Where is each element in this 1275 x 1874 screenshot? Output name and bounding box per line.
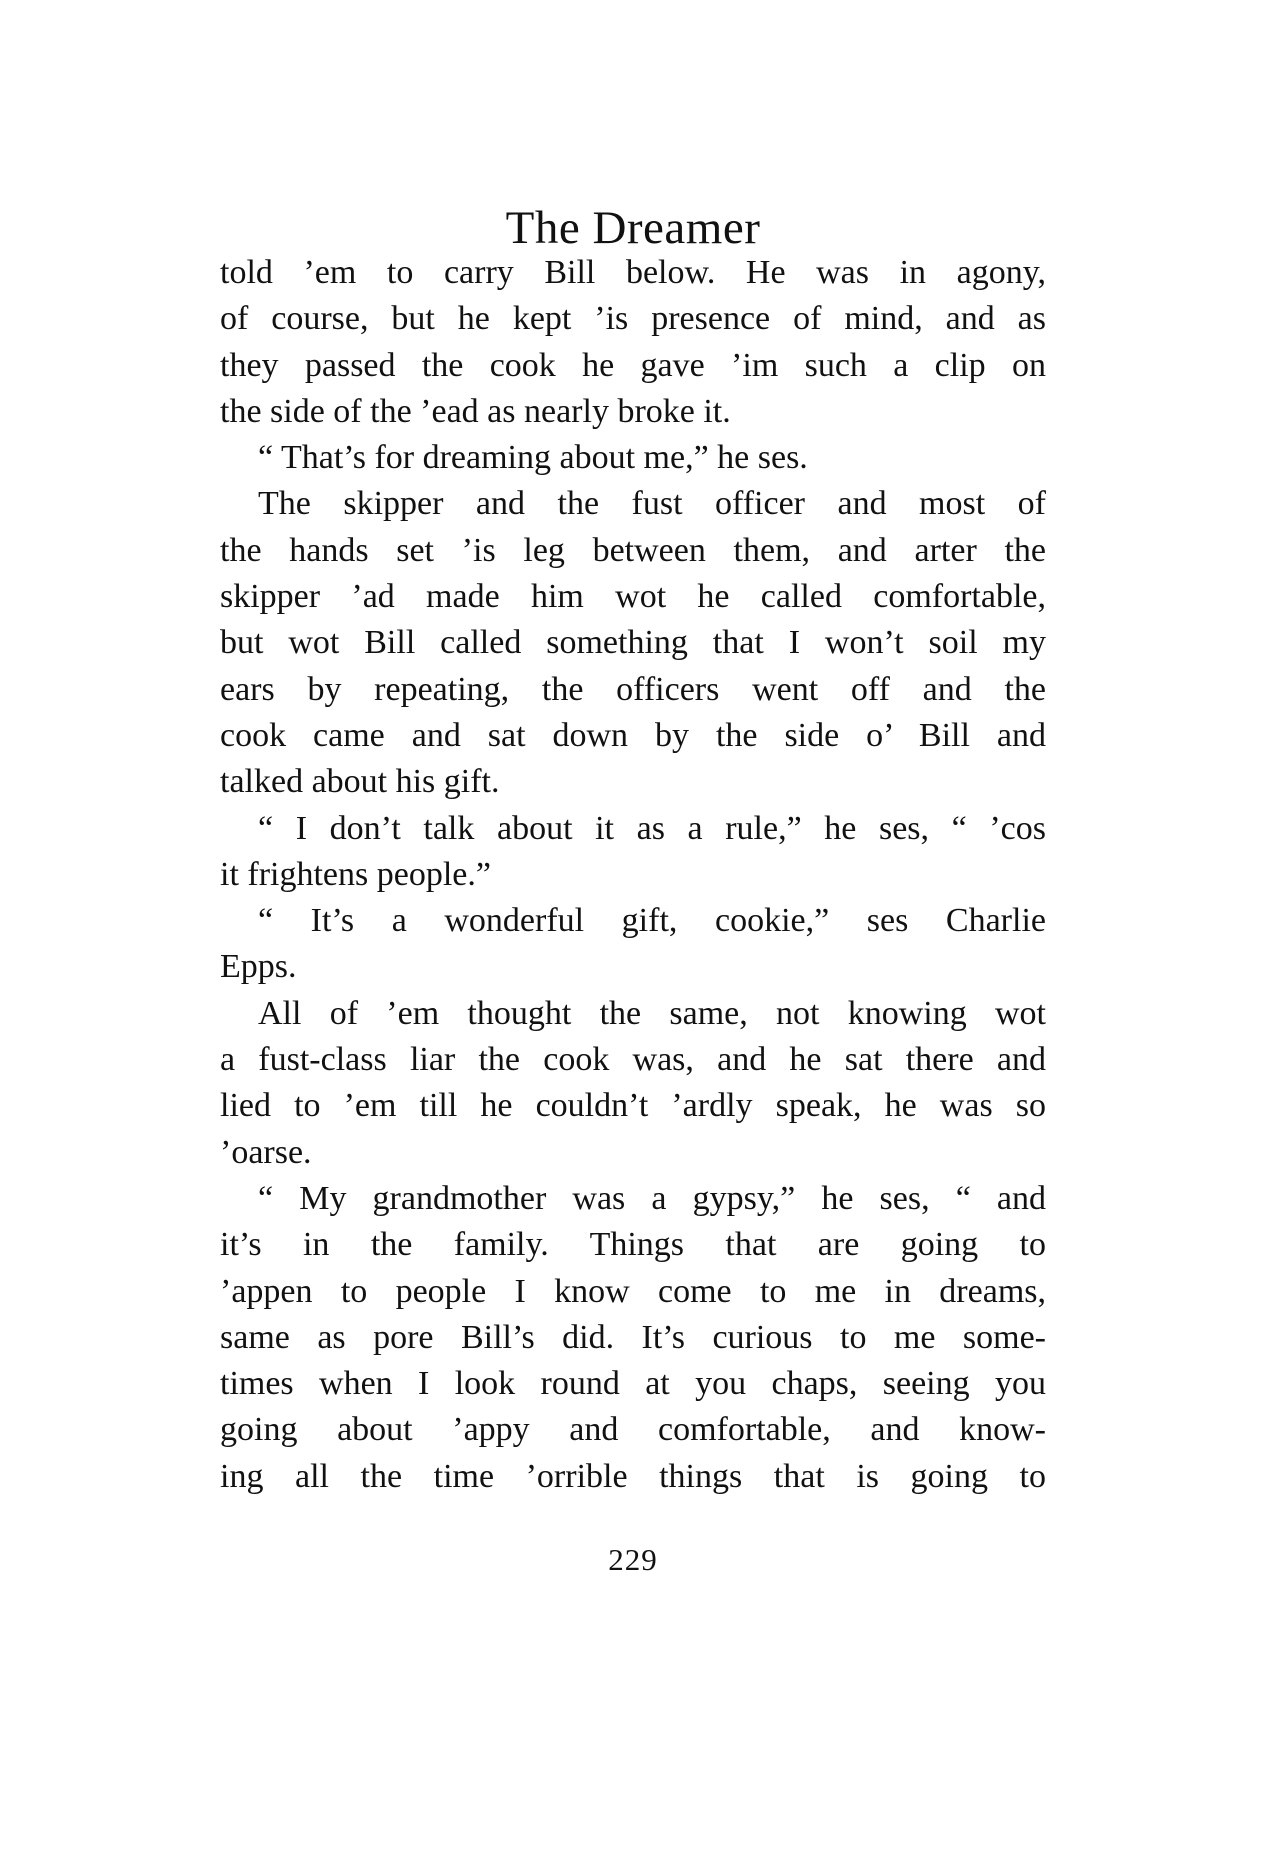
text-line: of course, but he kept ’is presence of mind, and as [220, 300, 1046, 338]
text-line: talked about his gift. [220, 763, 500, 801]
text-line: The skipper and the fust officer and most of [258, 485, 1046, 523]
text-line: cook came and sat down by the side o’ Bill and [220, 716, 1046, 754]
text-line: “ I don’t talk about it as a rule,” he ses, “ ’cos [258, 809, 1046, 847]
text-line: “ My grandmother was a gypsy,” he ses, “ and [258, 1179, 1046, 1217]
text-line: ’appen to people I know come to me in dreams, [220, 1272, 1046, 1310]
text-line: Epps. [220, 948, 297, 986]
text-line: but wot Bill called something that I won’t soil my [220, 624, 1046, 662]
text-line: lied to ’em till he couldn’t ’ardly speak, he was so [220, 1087, 1046, 1125]
text-line: “ That’s for dreaming about me,” he ses. [258, 439, 808, 477]
page-number: 229 [608, 1542, 658, 1577]
text-line: skipper ’ad made him wot he called comfortable, [220, 578, 1046, 616]
text-line: the side of the ’ead as nearly broke it. [220, 392, 731, 430]
running-head: The Dreamer [505, 202, 761, 254]
text-line: All of ’em thought the same, not knowing wot [258, 994, 1046, 1032]
text-line: it frightens people.” [220, 855, 491, 893]
text-line: they passed the cook he gave ’im such a clip on [220, 346, 1046, 384]
text-line: ’oarse. [220, 1133, 312, 1171]
text-line: ing all the time ’orrible things that is going to [220, 1457, 1046, 1495]
text-line: same as pore Bill’s did. It’s curious to me some- [220, 1318, 1046, 1356]
text-line: a fust-class liar the cook was, and he sat there and [220, 1041, 1046, 1079]
text-line: it’s in the family. Things that are going to [220, 1226, 1046, 1264]
text-line: the hands set ’is leg between them, and arter the [220, 531, 1046, 569]
text-line: going about ’appy and comfortable, and know- [220, 1411, 1046, 1449]
body-text [220, 250, 1046, 1500]
text-line: ears by repeating, the officers went off and the [220, 670, 1046, 708]
text-line: told ’em to carry Bill below. He was in agony, [220, 254, 1046, 291]
text-line: times when I look round at you chaps, seeing you [220, 1365, 1046, 1403]
text-line: “ It’s a wonderful gift, cookie,” ses Charlie [258, 902, 1046, 940]
